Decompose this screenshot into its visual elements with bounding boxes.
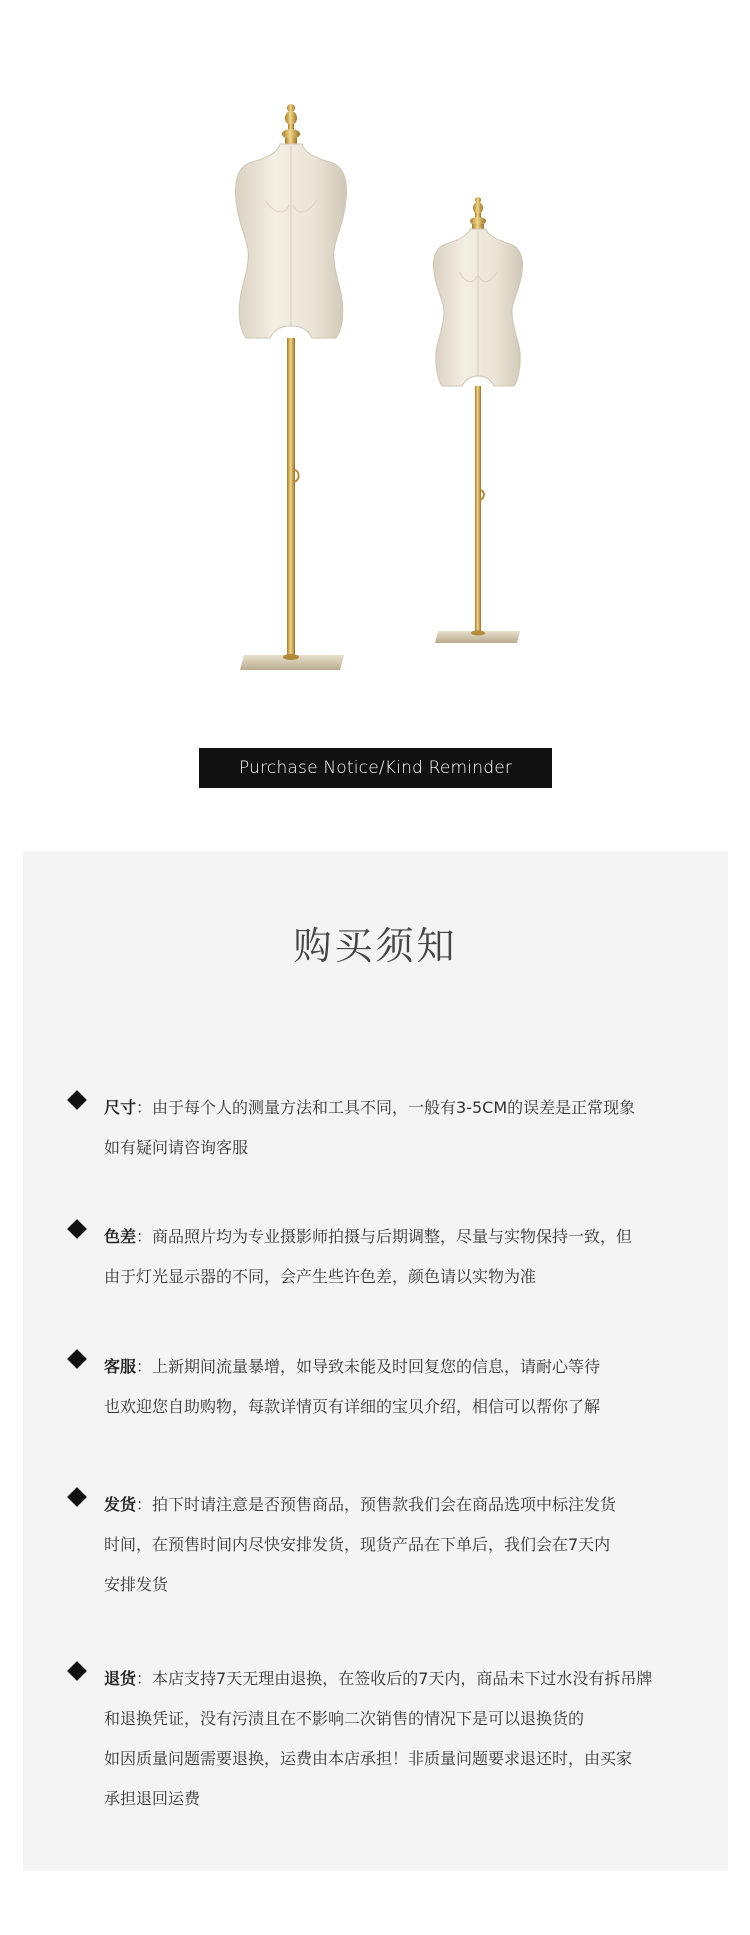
small-mannequin <box>434 197 523 643</box>
notice-label: 尺寸 <box>104 1098 137 1117</box>
product-photo-mannequins <box>0 0 750 720</box>
small-finial <box>470 197 486 229</box>
notice-line: 和退换凭证，没有污渍且在不影响二次销售的情况下是可以退换货的 <box>104 1709 585 1728</box>
line-text: 拍下时请注意是否预售商品，预售款我们会在商品选项中标注发货 <box>152 1495 617 1514</box>
label-separator: ： <box>136 1227 153 1246</box>
notice-title: 购买须知 <box>293 924 458 968</box>
label-separator: ： <box>136 1098 153 1117</box>
notice-item-text <box>104 1485 694 1605</box>
notice-line <box>104 1217 694 1257</box>
notice-label: 退货 <box>104 1669 137 1688</box>
large-mannequin <box>236 104 347 670</box>
label-separator: ： <box>136 1357 153 1376</box>
notice-line: 安排发货 <box>104 1575 169 1594</box>
small-pole <box>475 386 481 632</box>
line-text: 上新期间流量暴增，如导致未能及时回复您的信息，请耐心等待 <box>152 1357 601 1376</box>
notice-line <box>104 1659 694 1699</box>
label-separator: ： <box>136 1495 153 1514</box>
diamond-bullet-icon <box>67 1090 87 1110</box>
notice-line <box>104 1088 694 1128</box>
notice-item-text <box>104 1217 694 1297</box>
large-pole <box>287 338 295 656</box>
line-text: 本店支持7天无理由退换，在签收后的7天内，商品未下过水没有拆吊牌 <box>152 1669 653 1688</box>
notice-item-text <box>104 1088 694 1168</box>
purchase-notice-banner: Purchase Notice/Kind Reminder <box>199 748 552 788</box>
notice-label: 发货 <box>104 1495 137 1514</box>
notice-line: 由于灯光显示器的不同，会产生些许色差，颜色请以实物为准 <box>104 1267 537 1286</box>
purchase-notice-panel <box>23 851 728 1871</box>
line-text: 商品照片均为专业摄影师拍摄与后期调整，尽量与实物保持一致，但 <box>152 1227 633 1246</box>
notice-line <box>104 1485 694 1525</box>
diamond-bullet-icon <box>67 1487 87 1507</box>
line-text: 由于每个人的测量方法和工具不同，一般有3-5CM的误差是正常现象 <box>152 1098 636 1117</box>
notice-line: 承担退回运费 <box>104 1789 201 1808</box>
notice-line: 如有疑问请咨询客服 <box>104 1138 249 1157</box>
diamond-bullet-icon <box>67 1661 87 1681</box>
notice-line: 如因质量问题需要退换，运费由本店承担！非质量问题要求退还时，由买家 <box>104 1749 633 1768</box>
label-separator: ： <box>136 1669 153 1688</box>
notice-line: 也欢迎您自助购物，每款详情页有详细的宝贝介绍，相信可以帮你了解 <box>104 1397 601 1416</box>
notice-label: 客服 <box>104 1357 137 1376</box>
notice-label: 色差 <box>104 1227 137 1246</box>
large-finial <box>282 104 300 144</box>
notice-item-text <box>104 1347 694 1427</box>
notice-item-text <box>104 1659 694 1819</box>
notice-line: 时间，在预售时间内尽快安排发货，现货产品在下单后，我们会在7天内 <box>104 1535 611 1554</box>
diamond-bullet-icon <box>67 1349 87 1369</box>
notice-line <box>104 1347 694 1387</box>
diamond-bullet-icon <box>67 1219 87 1239</box>
